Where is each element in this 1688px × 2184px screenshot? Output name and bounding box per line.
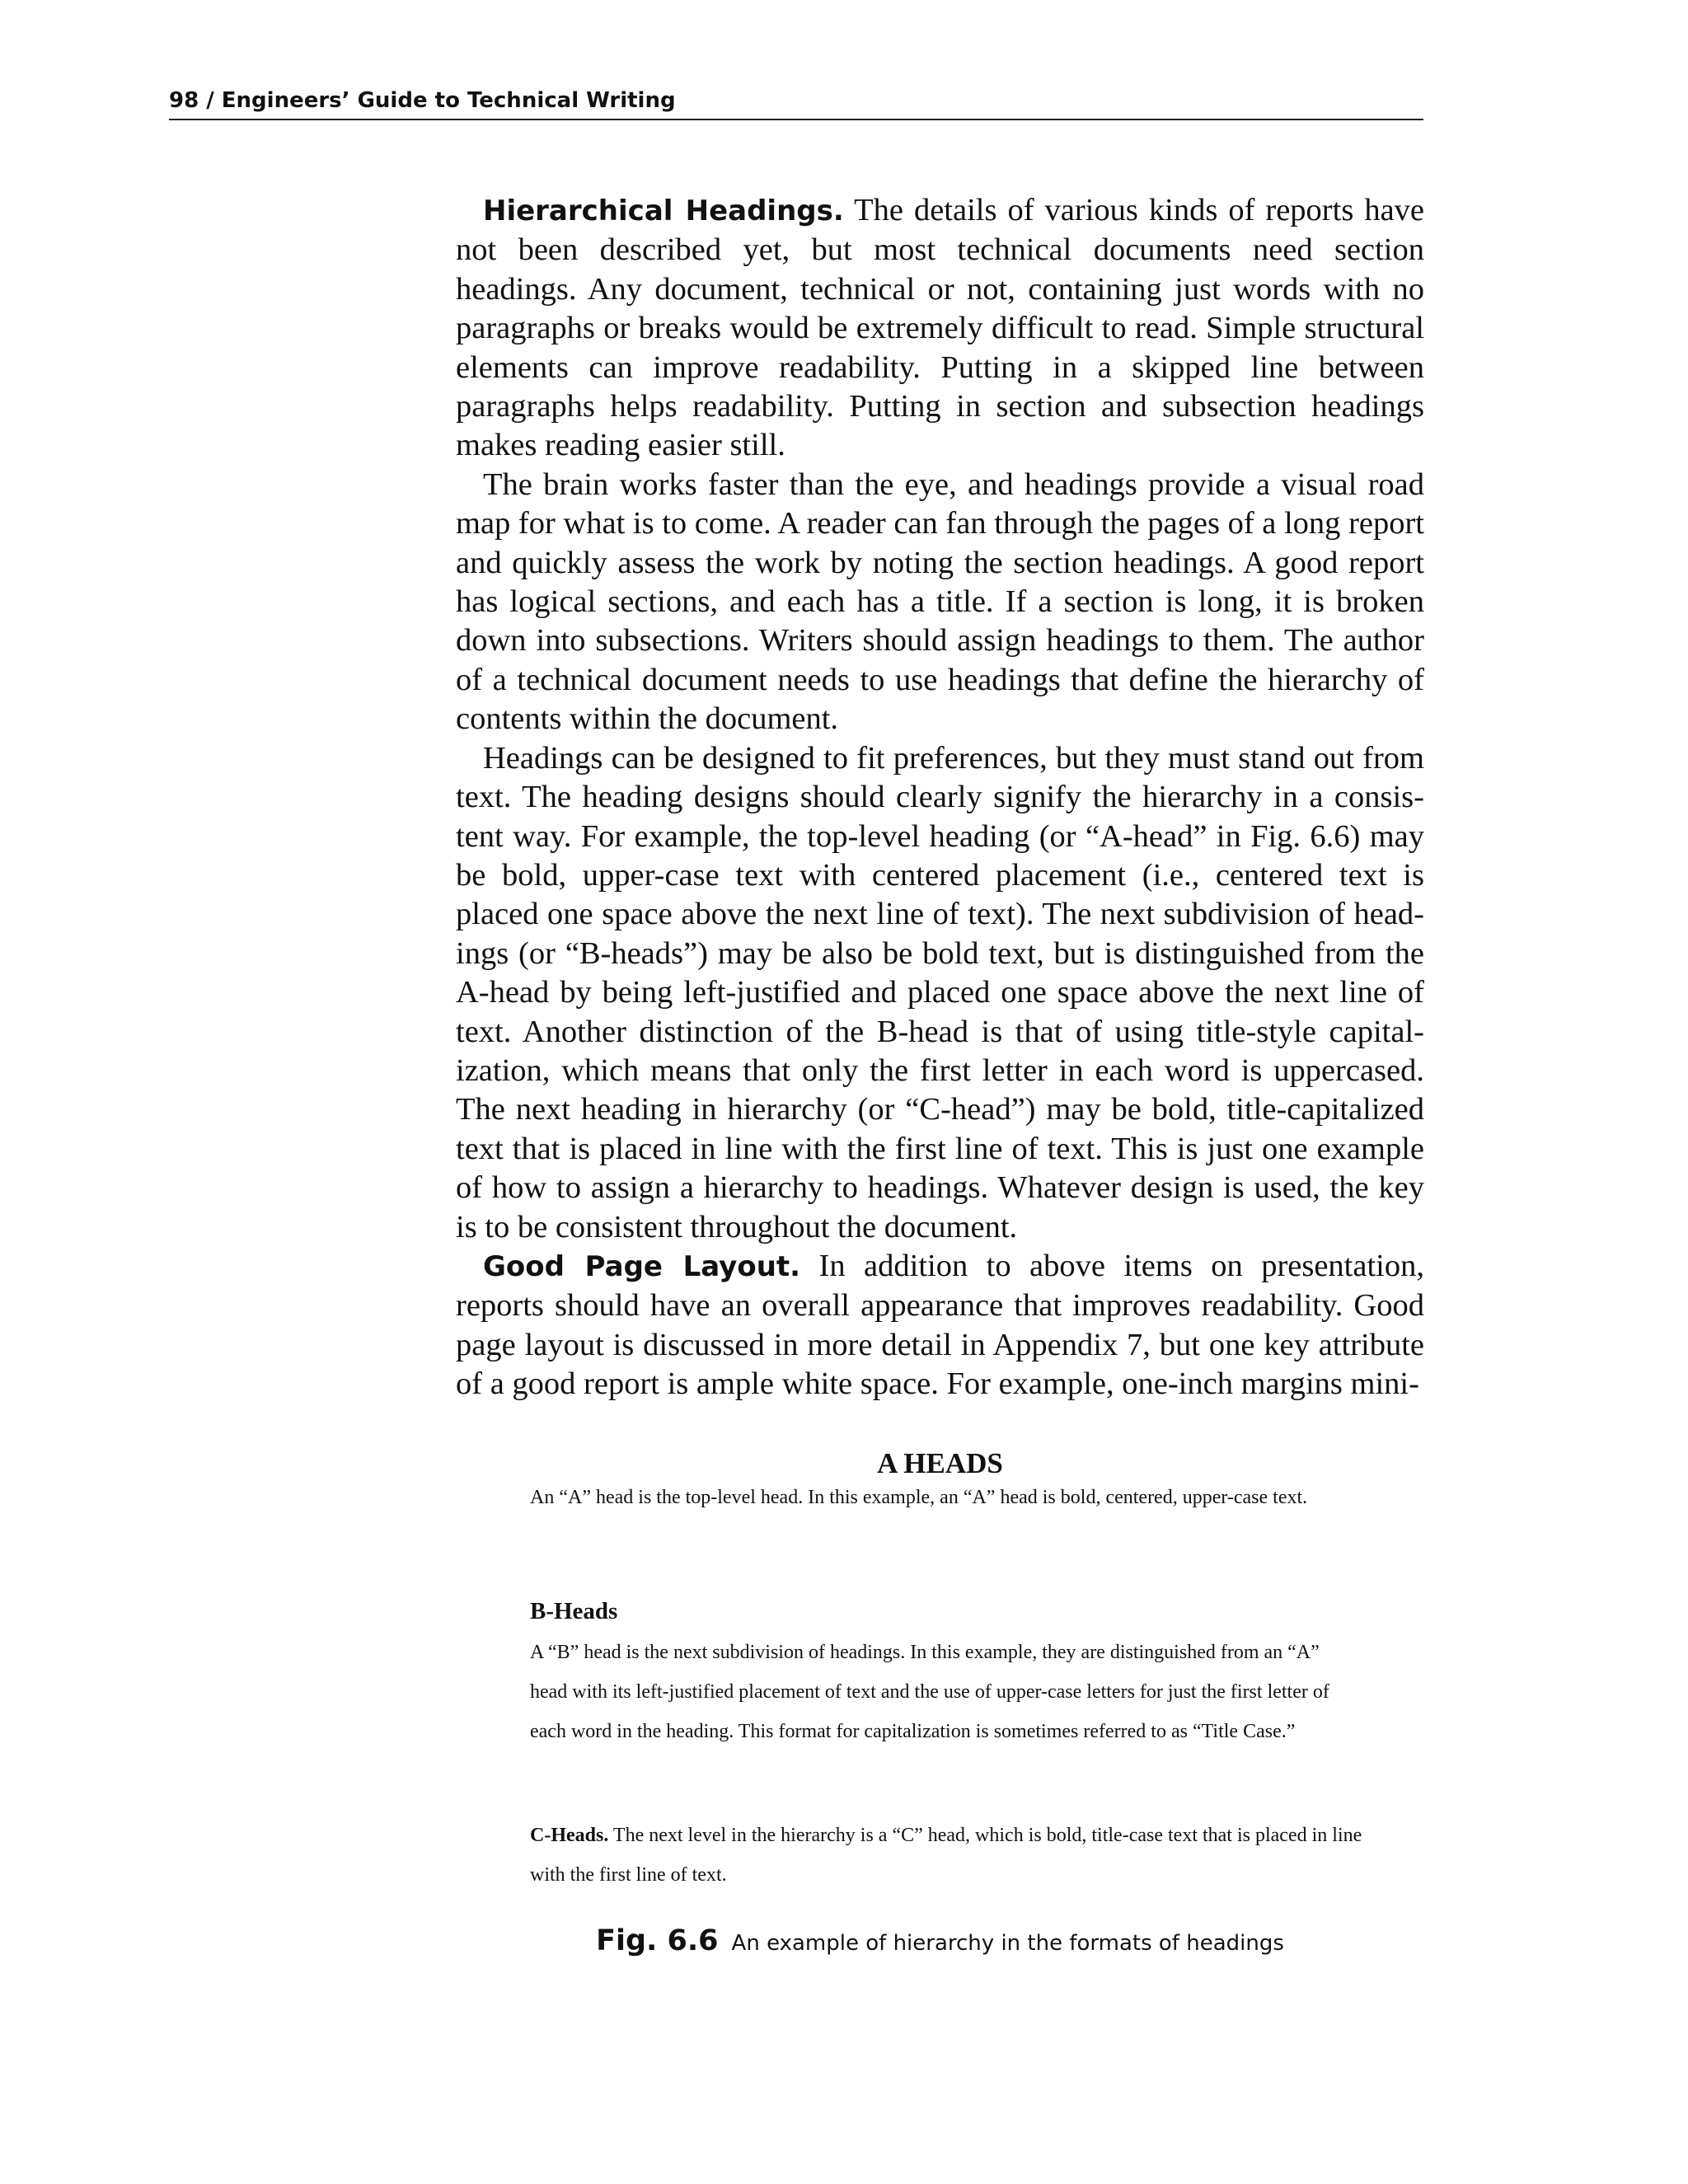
figure-b-head-description: A “B” head is the next subdivision of headings. In this example, they are distinguished from an “A” head with its left-justified placement of text and the use of upper-case letters for just the first letter of each word in the heading. This format for capitalization is sometimes referred to as “Title Case.” [530,1642,1329,1742]
figure-6-6 [456,1446,1424,1974]
figure-caption-text: An example of hierarchy in the formats of headings [731,1931,1284,1956]
running-header: 98 / Engineers’ Guide to Technical Writing [169,82,1423,120]
figure-caption [456,1924,1424,1957]
figure-caption-label: Fig. 6.6 [596,1924,719,1957]
paragraph-hierarchical-headings [456,191,1424,466]
figure-c-head-description: The next level in the hierarchy is a “C” head, which is bold, title-case text that is placed in line with the first line of text. [530,1825,1362,1886]
run-in-heading-good-page-layout: Good Page Layout. [483,1249,801,1283]
paragraph-good-page-layout [456,1247,1424,1404]
run-in-heading-hierarchical-headings: Hierarchical Headings. [483,194,844,227]
figure-c-head-paragraph [530,1816,1362,1895]
paragraph-heading-designs: Headings can be designed to fit preferences, but they must stand out from text. The heading designs should clearly signify the hierarchy in a consistent way. For example, the top-level heading (or “A-head” in Fig. 6.6) may be bold, upper-case text with centered placement (i.e., centered text is placed one space above the next line of text). The next subdivision of headings (or “B-heads”) may be also be bold text, but is distinguished from the A-head by being left-justified and placed one space above the next line of text. Another distinction of the B-head is that of using title-style capitalization, which means that only the first letter in each word is uppercased. The next heading in hierarchy (or “C-head”) may be bold, title-capitalized text that is placed in line with the first line of text. This is just one example of how to assign a hierarchy to headings. Whatever design is used, the key is to be consistent throughout the document. [456,740,1424,1244]
paragraph-text: In addition to above items on presentation, reports should have an overall appearance that improves readability. Good page layout is discussed in more detail in Appendix 7, but one key attribute of a good report is ample white space. For example, one-inch margins mini- [456,1248,1424,1402]
paragraph-text: The details of various kinds of reports have not been described yet, but most technical documents need section headings. Any document, technical or not, containing just words with no paragraphs or breaks would be extremely difficult to read. Simple structural elements can improve readability. Putting in a skipped line between paragraphs helps readability. Putting in section and subsection headings makes reading easier still. [456,193,1424,463]
figure-a-head-title: A HEADS [877,1447,1003,1479]
figure-b-head-title: B-Heads [530,1598,618,1624]
figure-c-head-run-in: C-Heads. [530,1825,609,1846]
figure-a-head-description: An “A” head is the top-level head. In this example, an “A” head is bold, centered, upper-case text. [530,1487,1308,1508]
body-text [456,191,1424,1404]
paragraph-brain-works-faster: The brain works faster than the eye, and headings provide a visual road map for what is to come. A reader can fan through the pages of a long report and quickly assess the work by noting the section headings. A good report has logical sections, and each has a title. If a section is long, it is broken down into subsections. Writers should assign headings to them. The author of a technical document needs to use headings that define the hierarchy of contents within the document. [456,466,1424,737]
